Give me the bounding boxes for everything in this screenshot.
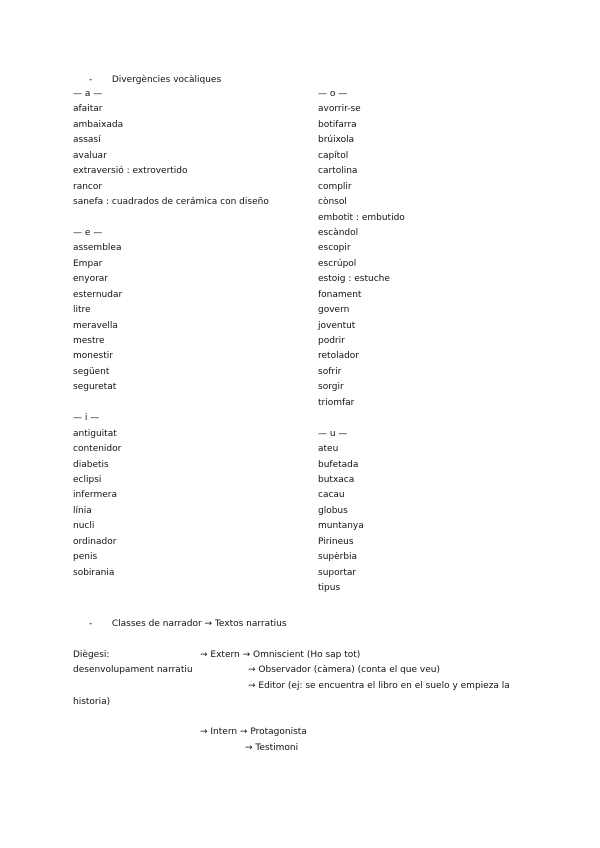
word-entry: assasí [73,135,101,146]
word-entry: suportar [318,567,357,578]
intern-branch: → Intern → Protagonista [200,727,307,737]
word-entry: sofrir [318,366,342,377]
word-entry: escrúpol [318,258,357,269]
word-entry: ambaixada [73,119,124,130]
vowel-group-header: — o — [318,89,348,99]
blank-line [318,411,405,426]
word-entry: escopir [318,243,351,254]
word-entry: cacau [318,490,345,501]
right-word-column [318,87,405,596]
word-entry: govern [318,305,350,316]
word-entry: muntanya [318,521,364,532]
word-entry: rancor [73,181,103,192]
bullet-marker: - [89,75,93,85]
desenvolupament-label: desenvolupament narratiu [73,665,193,675]
vowel-group-header: — a — [73,89,103,99]
observador-branch: → Observador (càmera) (conta el que veu) [248,665,440,675]
word-entry: infermera [73,490,117,501]
word-entry: fonament [318,289,362,300]
word-entry: enyorar [73,274,108,285]
word-entry: monestir [73,351,113,362]
blank-line [73,211,269,226]
word-entry: butxaca [318,474,355,485]
section2-heading [89,619,287,630]
word-entry: mestre [73,336,105,346]
word-entry: cònsol [318,197,347,208]
word-entry: globus [318,505,348,516]
word-entry: litre [73,305,91,316]
vowel-group-header: — e — [73,227,103,238]
word-entry: nucli [73,521,95,532]
word-entry: escàndol [318,227,359,238]
diegesi-label: Diègesi: [73,650,110,660]
word-entry: sobirania [73,567,115,578]
editor-branch-continuation: historia) [73,697,111,707]
word-entry: següent [73,366,110,377]
word-entry: tipus [318,583,341,593]
word-entry: bufetada [318,459,359,470]
word-entry: afaitar [73,104,103,115]
word-entry: esternudar [73,289,123,300]
word-entry: ordinador [73,536,117,547]
word-entry: línia [73,505,92,516]
word-entry: penis [73,552,98,563]
word-entry: Pirineus [318,536,354,547]
word-entry: sorgir [318,382,344,393]
word-entry: avorrir-se [318,104,361,115]
word-entry: meravella [73,320,118,331]
word-entry: assemblea [73,243,122,254]
word-entry: botifarra [318,119,357,130]
word-entry: brúixola [318,135,355,146]
word-entry: podrir [318,336,345,346]
word-entry: Empar [73,258,103,269]
word-entry: eclipsi [73,474,102,485]
word-entry: retolador [318,351,360,362]
word-entry: ateu [318,444,339,455]
word-entry: joventut [318,320,356,331]
word-entry: cartolina [318,166,358,177]
word-entry: avaluar [73,150,107,161]
section1-title: Divergències vocàliques [111,75,222,85]
blank-line [73,396,269,411]
word-entry: antiguitat [73,428,117,439]
word-entry: extraversió : extrovertido [73,166,188,177]
word-entry: seguretat [73,382,117,393]
word-entry: supèrbia [318,552,358,563]
word-entry: sanefa : cuadrados de cerámica con diseño [73,197,269,208]
word-entry: estoig : estuche [318,274,390,285]
editor-branch: → Editor (ej: se encuentra el libro en el suelo y empieza la [248,681,510,691]
word-entry: capítol [318,150,349,161]
bullet-marker: - [89,619,93,629]
section2-title: Classes de narrador → Textos narratius [111,619,287,629]
vowel-group-header: — u — [318,428,348,439]
word-entry: contenidor [73,444,122,455]
vowel-group-header: — i — [73,413,100,424]
word-entry: embotit : embutido [318,212,405,223]
section1-heading [89,75,221,86]
left-word-column [73,87,269,581]
extern-branch: → Extern → Omniscient (Ho sap tot) [200,650,361,660]
word-entry: diabetis [73,459,109,470]
testimoni-branch: → Testimoni [245,743,299,753]
word-entry: complir [318,181,352,192]
word-entry: triomfar [318,397,355,408]
